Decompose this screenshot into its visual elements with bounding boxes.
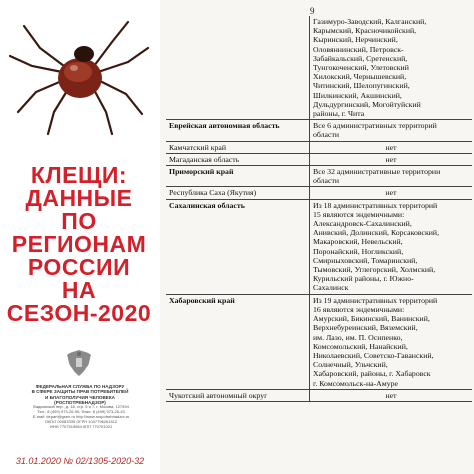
territory-line: Сахалинск xyxy=(313,283,349,293)
territory-cell xyxy=(310,200,472,294)
agency-line: И БЛАГОПОЛУЧИЯ ЧЕЛОВЕКА xyxy=(45,394,115,400)
territory-cell xyxy=(310,154,472,165)
territory-line: Анивский, Долинский, Корсаковский, xyxy=(313,228,440,238)
territory-line: Верхнебуреинский, Вяземский, xyxy=(313,323,418,333)
address-line: ОКПО 00083339 ОГРН 1047796261512 xyxy=(44,419,118,424)
territory-line: Дульдургинский, Могойтуйский xyxy=(313,99,421,109)
territory-line: Макаровский, Невельский, xyxy=(313,237,403,247)
territory-line: Курильский районы, г. Южно- xyxy=(313,274,414,284)
emblem-icon xyxy=(62,346,96,380)
headline xyxy=(6,164,152,325)
territory-line: им. Лазо, им. П. Осипенко, xyxy=(313,332,403,342)
territory-line: области xyxy=(313,176,340,186)
territory-line: Читинский, Шелопугинский, xyxy=(313,81,410,91)
address-line: Тел.: 8 (499) 973-26-90; Факс: 8 (499) 973-26-43 xyxy=(37,409,125,414)
table-bottom-border xyxy=(166,401,472,402)
territory-line: нет xyxy=(385,390,397,400)
table-row xyxy=(166,186,472,198)
headline-line: ПО xyxy=(61,208,97,234)
territory-line: Смирныховский, Томаринский, xyxy=(313,255,418,265)
territory-line: Тунгокоченский, Улетовский xyxy=(313,63,409,73)
region-cell xyxy=(166,16,310,119)
region-name: Хабаровский край xyxy=(169,295,235,305)
table-row xyxy=(166,16,472,119)
territory-line: Хабаровский, районы, г. Хабаровск xyxy=(313,369,431,379)
territory-line: нет xyxy=(385,142,397,152)
region-cell xyxy=(166,187,310,198)
left-panel xyxy=(0,0,160,474)
territory-line: Хилокский, Чернышевский, xyxy=(313,72,407,82)
agency-line: ФЕДЕРАЛЬНАЯ СЛУЖБА ПО НАДЗОРУ xyxy=(35,384,125,389)
territory-line: Газимуро-Заводский, Калганский, xyxy=(313,17,427,26)
region-name: Сахалинская область xyxy=(169,200,245,210)
territory-cell xyxy=(310,187,472,198)
region-table xyxy=(166,16,472,402)
territory-line: 15 являются эндемичными: xyxy=(313,209,405,219)
agency-line: (РОСПОТРЕБНАДЗОР) xyxy=(54,400,106,406)
region-name: Магаданская область xyxy=(169,154,240,164)
territory-line: Из 19 административных территорий xyxy=(313,295,438,305)
territory-line: Все 32 административные территории xyxy=(313,167,441,177)
region-cell xyxy=(166,142,310,153)
territory-cell xyxy=(310,295,472,389)
territory-line: Александровск-Сахалинский, xyxy=(313,219,412,229)
agency-line: В СФЕРЕ ЗАЩИТЫ ПРАВ ПОТРЕБИТЕЛЕЙ xyxy=(31,389,129,395)
territory-line: нет xyxy=(385,188,397,198)
territory-cell xyxy=(310,142,472,153)
territory-line: Из 18 административных территорий xyxy=(313,200,438,210)
headline-line: КЛЕЩИ: xyxy=(30,162,128,188)
headline-line: СЕЗОН-2020 xyxy=(6,300,152,326)
territory-line: Амурский, Бикинский, Ванинский, xyxy=(313,314,430,324)
region-cell xyxy=(166,166,310,186)
territory-line: Кыринский, Нерчинский, xyxy=(313,35,398,45)
address-line: Вадковский пер., д. 18, стр. 5 и 7, г. Москва, 127994 xyxy=(33,404,129,409)
table-row xyxy=(166,119,472,140)
region-cell xyxy=(166,295,310,389)
territory-line: области xyxy=(313,130,340,140)
agency-address xyxy=(20,404,142,429)
page-number: 9 xyxy=(310,6,315,16)
headline-line: РЕГИОНАМ xyxy=(11,231,147,257)
region-cell xyxy=(166,120,310,140)
territory-line: Карымский, Красночикойский, xyxy=(313,26,417,36)
territory-line: Солнечный, Ульчский, xyxy=(313,360,388,370)
address-line: ИНН 7707515984 КПП 770701001 xyxy=(49,424,113,429)
territory-line: Комсомольский, Нанайский, xyxy=(313,341,408,351)
region-name: Республика Саха (Якутия) xyxy=(169,188,257,198)
territory-line: Тымовский, Углегорский, Холмский, xyxy=(313,265,436,275)
territory-line: нет xyxy=(385,154,397,164)
territory-cell xyxy=(310,120,472,140)
headline-line: ДАННЫЕ xyxy=(25,185,133,211)
region-cell xyxy=(166,390,310,401)
territory-line: 16 являются эндемичными: xyxy=(313,304,405,314)
table-row xyxy=(166,389,472,401)
territory-line: Оловяннинский, Петровск- xyxy=(313,44,404,54)
region-name: Камчатский край xyxy=(169,142,227,152)
region-name: Еврейская автономная область xyxy=(169,121,280,131)
territory-cell xyxy=(310,390,472,401)
address-line: E-mail: depart@gsen.ru http://www.rospotrebnadzor.ru xyxy=(32,414,130,419)
region-cell xyxy=(166,154,310,165)
territory-line: районы, г. Чита xyxy=(313,109,365,119)
agency-name xyxy=(14,384,146,406)
territory-line: Все 6 административных территорий xyxy=(313,121,437,131)
document-stamp: 31.01.2020 № 02/1305-2020-32 xyxy=(15,456,145,466)
territory-line: Шилкинский, Акшинский, xyxy=(313,90,402,100)
region-name: Чукотский автономный округ xyxy=(169,390,268,400)
territory-cell xyxy=(310,16,472,119)
territory-line: Забайкальский, Сретенский, xyxy=(313,53,408,63)
region-cell xyxy=(166,200,310,294)
territory-line: Николаевский, Советско-Гаванский, xyxy=(313,350,434,360)
territory-cell xyxy=(310,166,472,186)
table-row xyxy=(166,141,472,153)
table-row xyxy=(166,294,472,389)
table-row xyxy=(166,153,472,165)
headline-line: РОССИИ xyxy=(27,254,131,280)
region-name: Приморский край xyxy=(169,167,234,177)
territory-line: Поронайский, Ногликский, xyxy=(313,246,404,256)
headline-line: НА xyxy=(61,277,97,303)
tick-illustration xyxy=(2,8,152,138)
table-row xyxy=(166,165,472,186)
table-row xyxy=(166,199,472,294)
territory-line: г. Комсомольск-на-Амуре xyxy=(313,378,398,388)
